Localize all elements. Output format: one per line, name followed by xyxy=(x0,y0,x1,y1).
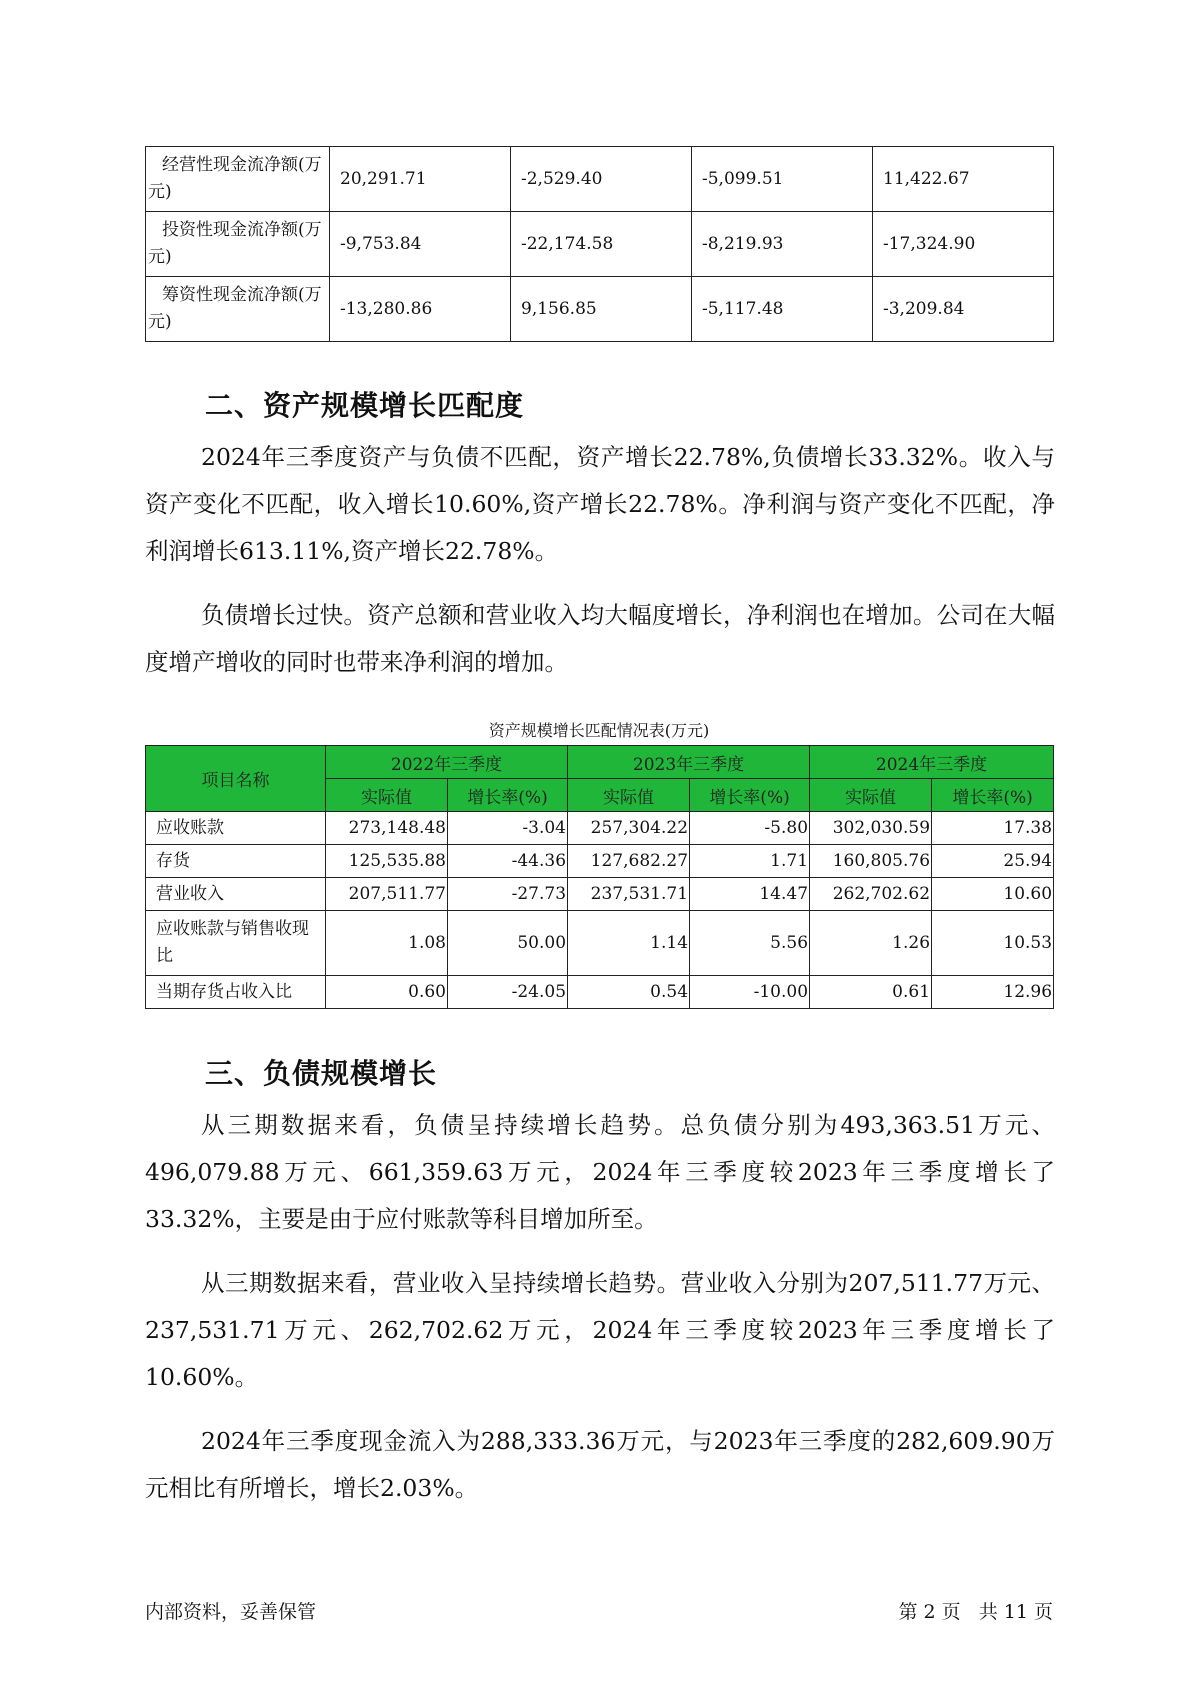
header-actual: 实际值 xyxy=(810,779,932,812)
footer-confidential-note: 内部资料，妥善保管 xyxy=(145,1601,317,1623)
row-label: 存货 xyxy=(146,845,326,878)
cell-value: -27.73 xyxy=(448,878,568,911)
cell-value: -44.36 xyxy=(448,845,568,878)
header-period: 2023年三季度 xyxy=(568,746,810,779)
cell-value: 17.38 xyxy=(932,812,1054,845)
cell-value: -22,174.58 xyxy=(511,212,692,277)
header-growth: 增长率(%) xyxy=(448,779,568,812)
row-label: 筹资性现金流净额(万元) xyxy=(146,277,330,342)
header-item-name: 项目名称 xyxy=(146,746,326,812)
table-row xyxy=(146,878,1054,911)
table-row xyxy=(146,147,1054,212)
cell-value: -3,209.84 xyxy=(873,277,1054,342)
cell-value: 127,682.27 xyxy=(568,845,690,878)
cell-value: 207,511.77 xyxy=(326,878,448,911)
cell-value: -2,529.40 xyxy=(511,147,692,212)
cell-value: -5,117.48 xyxy=(692,277,873,342)
cell-value: 1.71 xyxy=(690,845,810,878)
cell-value: -17,324.90 xyxy=(873,212,1054,277)
row-label: 当期存货占收入比 xyxy=(146,976,326,1009)
paragraph: 2024年三季度现金流入为288,333.36万元，与2023年三季度的282,609.90万元相比有所增长，增长2.03%。 xyxy=(145,1427,1055,1502)
row-label: 营业收入 xyxy=(146,878,326,911)
cell-value: 1.26 xyxy=(810,911,932,976)
cell-value: -8,219.93 xyxy=(692,212,873,277)
page-number: 第 2 页 共 11 页 xyxy=(898,1601,1053,1623)
header-period: 2022年三季度 xyxy=(326,746,568,779)
cell-value: -5.80 xyxy=(690,812,810,845)
cell-value: 237,531.71 xyxy=(568,878,690,911)
table-row xyxy=(146,976,1054,1009)
cell-value: -13,280.86 xyxy=(330,277,511,342)
paragraph: 从三期数据来看，营业收入呈持续增长趋势。营业收入分别为207,511.77万元、237,531.71万元、262,702.62万元，2024年三季度较2023年三季度增长了10.60%。 xyxy=(145,1269,1055,1391)
cell-value: 12.96 xyxy=(932,976,1054,1009)
cell-value: 125,535.88 xyxy=(326,845,448,878)
paragraph: 从三期数据来看，负债呈持续增长趋势。总负债分别为493,363.51万元、496,079.88万元、661,359.63万元，2024年三季度较2023年三季度增长了33.32%，主要是由于应付账款等科目增加所至。 xyxy=(145,1111,1055,1233)
header-actual: 实际值 xyxy=(568,779,690,812)
table-row xyxy=(146,212,1054,277)
row-label: 经营性现金流净额(万元) xyxy=(146,147,330,212)
cell-value: 257,304.22 xyxy=(568,812,690,845)
header-period: 2024年三季度 xyxy=(810,746,1054,779)
cell-value: 0.61 xyxy=(810,976,932,1009)
table-row xyxy=(146,277,1054,342)
section-heading: 三、负债规模增长 xyxy=(205,1057,438,1090)
cell-value: 1.08 xyxy=(326,911,448,976)
table-row xyxy=(146,812,1054,845)
header-actual: 实际值 xyxy=(326,779,448,812)
cell-value: -3.04 xyxy=(448,812,568,845)
paragraph: 2024年三季度资产与负债不匹配，资产增长22.78%,负债增长33.32%。收入与资产变化不匹配，收入增长10.60%,资产增长22.78%。净利润与资产变化不匹配，净利润增长613.11%,资产增长22.78%。 xyxy=(145,443,1055,565)
cell-value: 10.53 xyxy=(932,911,1054,976)
cell-value: -5,099.51 xyxy=(692,147,873,212)
cell-value: 160,805.76 xyxy=(810,845,932,878)
cell-value: 9,156.85 xyxy=(511,277,692,342)
cell-value: -9,753.84 xyxy=(330,212,511,277)
cash-flow-table xyxy=(145,146,1054,342)
header-growth: 增长率(%) xyxy=(932,779,1054,812)
cell-value: 0.60 xyxy=(326,976,448,1009)
table-row xyxy=(146,845,1054,878)
row-label: 投资性现金流净额(万元) xyxy=(146,212,330,277)
cell-value: 14.47 xyxy=(690,878,810,911)
cell-value: 25.94 xyxy=(932,845,1054,878)
header-growth: 增长率(%) xyxy=(690,779,810,812)
table-row xyxy=(146,911,1054,976)
cell-value: 11,422.67 xyxy=(873,147,1054,212)
cell-value: 5.56 xyxy=(690,911,810,976)
cell-value: -10.00 xyxy=(690,976,810,1009)
paragraph: 负债增长过快。资产总额和营业收入均大幅度增长，净利润也在增加。公司在大幅度增产增收的同时也带来净利润的增加。 xyxy=(145,601,1055,676)
cell-value: 10.60 xyxy=(932,878,1054,911)
cell-value: 273,148.48 xyxy=(326,812,448,845)
cell-value: 20,291.71 xyxy=(330,147,511,212)
cell-value: 302,030.59 xyxy=(810,812,932,845)
cell-value: 1.14 xyxy=(568,911,690,976)
section-heading: 二、资产规模增长匹配度 xyxy=(205,389,525,422)
row-label: 应收账款 xyxy=(146,812,326,845)
table-caption: 资产规模增长匹配情况表(万元) xyxy=(488,721,710,740)
row-label: 应收账款与销售收现比 xyxy=(146,911,326,976)
asset-growth-table xyxy=(145,745,1054,1009)
cell-value: 50.00 xyxy=(448,911,568,976)
cell-value: 262,702.62 xyxy=(810,878,932,911)
cell-value: -24.05 xyxy=(448,976,568,1009)
cell-value: 0.54 xyxy=(568,976,690,1009)
